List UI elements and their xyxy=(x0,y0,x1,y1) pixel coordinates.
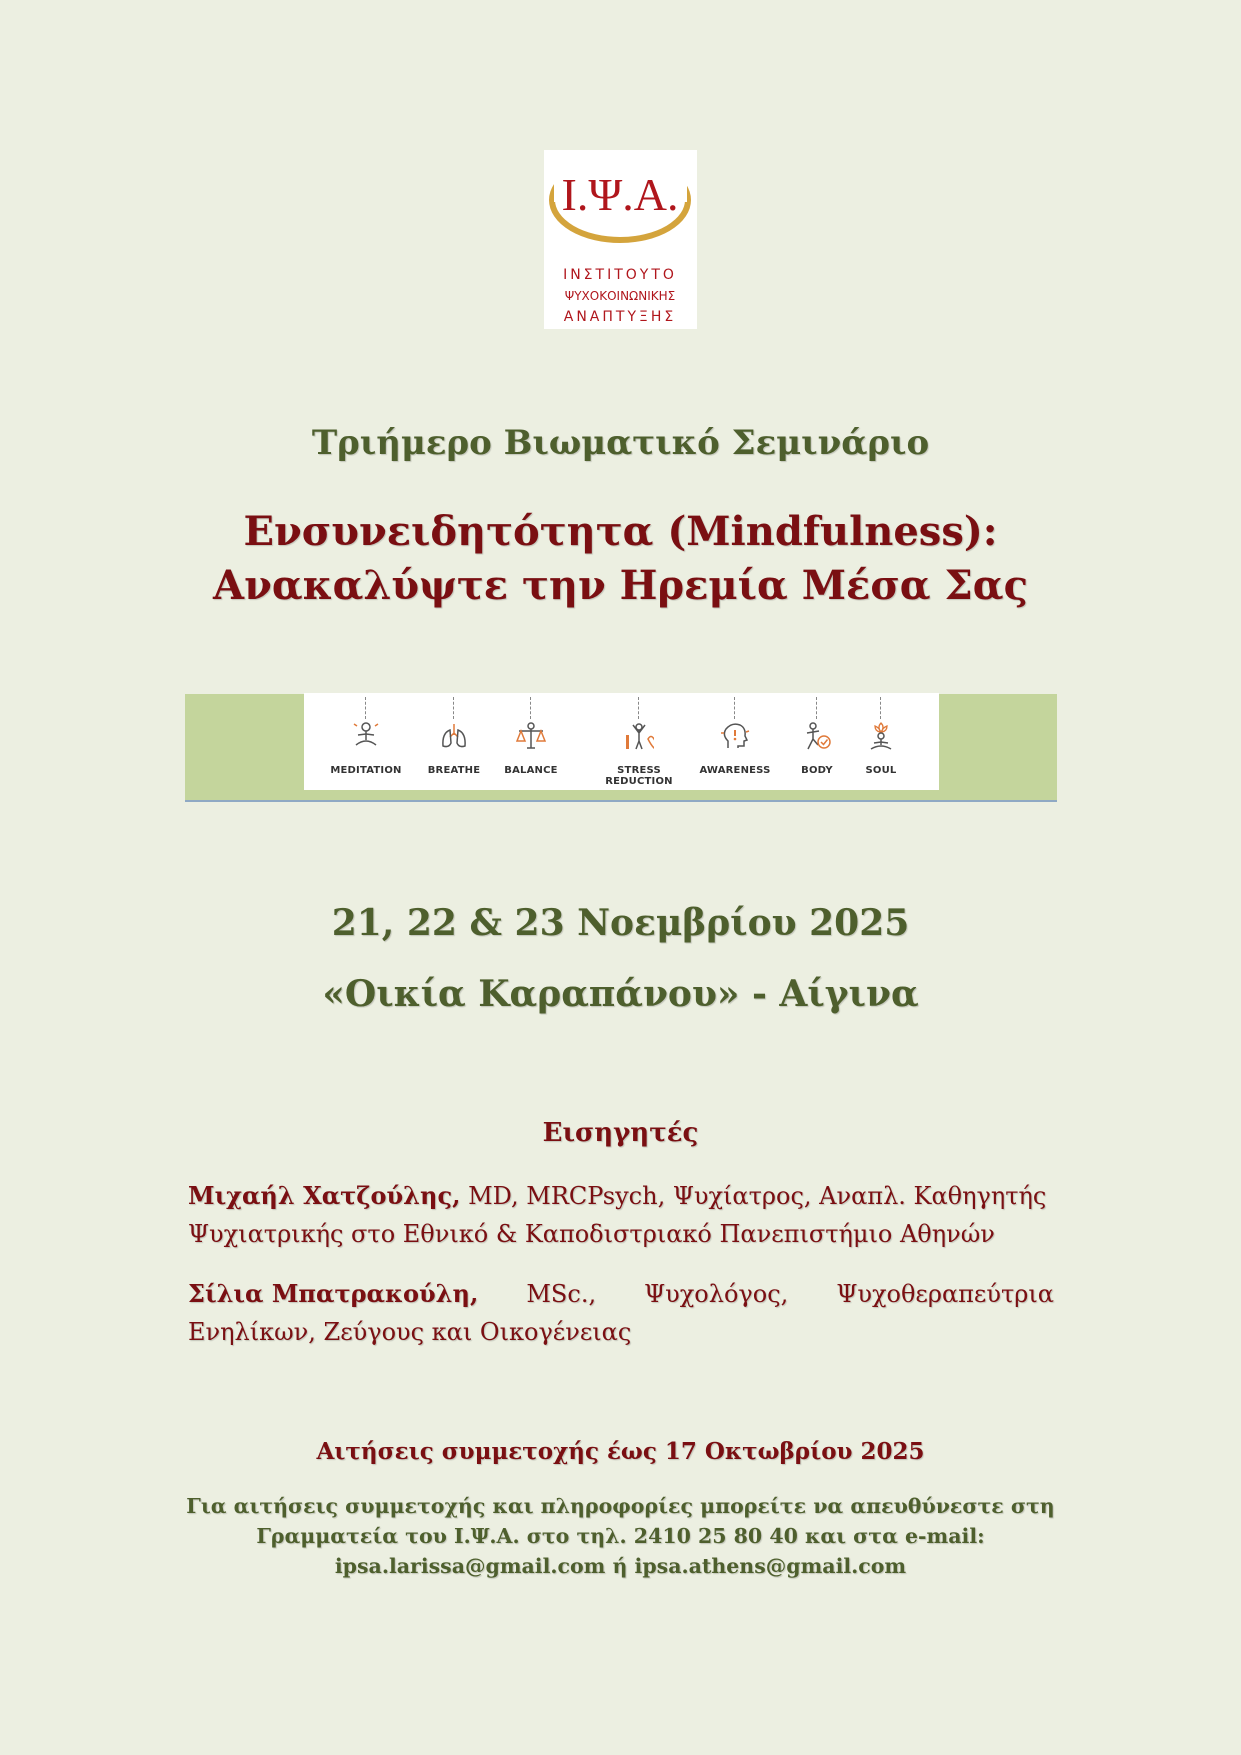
speaker-1-line-1 xyxy=(188,1177,1054,1215)
seminar-subtitle: Τριήμερο Βιωματικό Σεμινάριο xyxy=(311,423,930,463)
lungs-icon xyxy=(439,721,469,751)
logo-mark: Ι.Ψ.Α. xyxy=(561,169,679,220)
event-dates: 21, 22 & 23 Νοεμβρίου 2025 xyxy=(331,902,910,944)
banner-label: AWARENESS xyxy=(699,765,771,776)
stress-reduction-icon xyxy=(624,721,654,751)
banner-item-soul xyxy=(841,693,921,790)
speaker-2-first-name: Σίλια Μπατρακούλη, xyxy=(188,1279,479,1308)
contact-emails: ipsa.larissa@gmail.com ή ipsa.athens@gmail.com xyxy=(334,1554,907,1578)
speaker-1-details: MD, MRCPsych, Ψυχίατρος, Αναπλ. Καθηγητής xyxy=(460,1182,1047,1210)
banner-label: STRESS REDUCTION xyxy=(605,765,673,787)
speaker-1-line-2: Ψυχιατρικής στο Εθνικό & Καποδιστριακό Πανεπιστήμιο Αθηνών xyxy=(188,1220,995,1248)
contact-line-2: Γραμματεία του Ι.Ψ.Α. στο τηλ. 2410 25 80 40 και στα e-mail: xyxy=(256,1524,985,1548)
contact-info xyxy=(0,1491,1241,1581)
speaker-2-line-1 xyxy=(188,1275,1054,1313)
contact-line-1: Για αιτήσεις συμμετοχής και πληροφορίες μπορείτε να απευθύνεστε στη xyxy=(186,1494,1055,1518)
application-deadline: Αιτήσεις συμμετοχής έως 17 Οκτωβρίου 2025 xyxy=(316,1438,925,1465)
speaker-2-role: Ψυχολόγος, xyxy=(644,1280,789,1308)
speaker-1-name: Μιχαήλ Χατζούλης, xyxy=(188,1181,461,1210)
balance-scale-icon xyxy=(516,721,546,751)
banner-item-balance xyxy=(491,693,571,790)
stock-watermark xyxy=(309,713,319,773)
awareness-head-icon xyxy=(720,721,750,751)
event-venue: «Οικία Καραπάνου» - Αίγινα xyxy=(322,973,919,1015)
speaker-2-role-2: Ψυχοθεραπεύτρια xyxy=(836,1280,1054,1308)
logo-line-1: ΙΝΣΤΙΤΟΥΤΟ xyxy=(563,267,677,283)
meditation-icon xyxy=(351,721,381,751)
banner-label: BODY xyxy=(801,765,833,776)
speaker-2 xyxy=(188,1275,1054,1351)
banner-label: MEDITATION xyxy=(330,765,402,776)
speaker-2-line-2: Ενηλίκων, Ζεύγους και Οικογένειας xyxy=(188,1318,632,1346)
logo-line-2: ΨΥΧΟΚΟΙΝΩΝΙΚΗΣ xyxy=(564,289,676,303)
speaker-2-degree: MSc., xyxy=(526,1280,597,1308)
seminar-title-line-1: Ενσυνειδητότητα (Mindfulness): xyxy=(243,508,998,555)
speakers-heading: Εισηγητές xyxy=(542,1118,699,1148)
speaker-1 xyxy=(188,1177,1054,1253)
seminar-title xyxy=(0,505,1241,613)
logo-line-3: ΑΝΑΠΤΥΞΗΣ xyxy=(563,309,677,325)
banner-label: BREATHE xyxy=(427,765,481,776)
banner-label: SOUL xyxy=(865,765,897,776)
seminar-title-line-2: Ανακαλύψτε την Ηρεμία Μέσα Σας xyxy=(213,562,1028,609)
soul-lotus-icon xyxy=(866,721,896,751)
body-check-icon xyxy=(802,721,832,751)
banner-item-stress-reduction xyxy=(599,693,679,790)
banner-label: BALANCE xyxy=(504,765,558,776)
banner-item-meditation xyxy=(326,693,406,790)
mindfulness-icon-strip xyxy=(304,693,939,790)
banner-item-awareness xyxy=(695,693,775,790)
ipsa-logo xyxy=(544,150,697,329)
